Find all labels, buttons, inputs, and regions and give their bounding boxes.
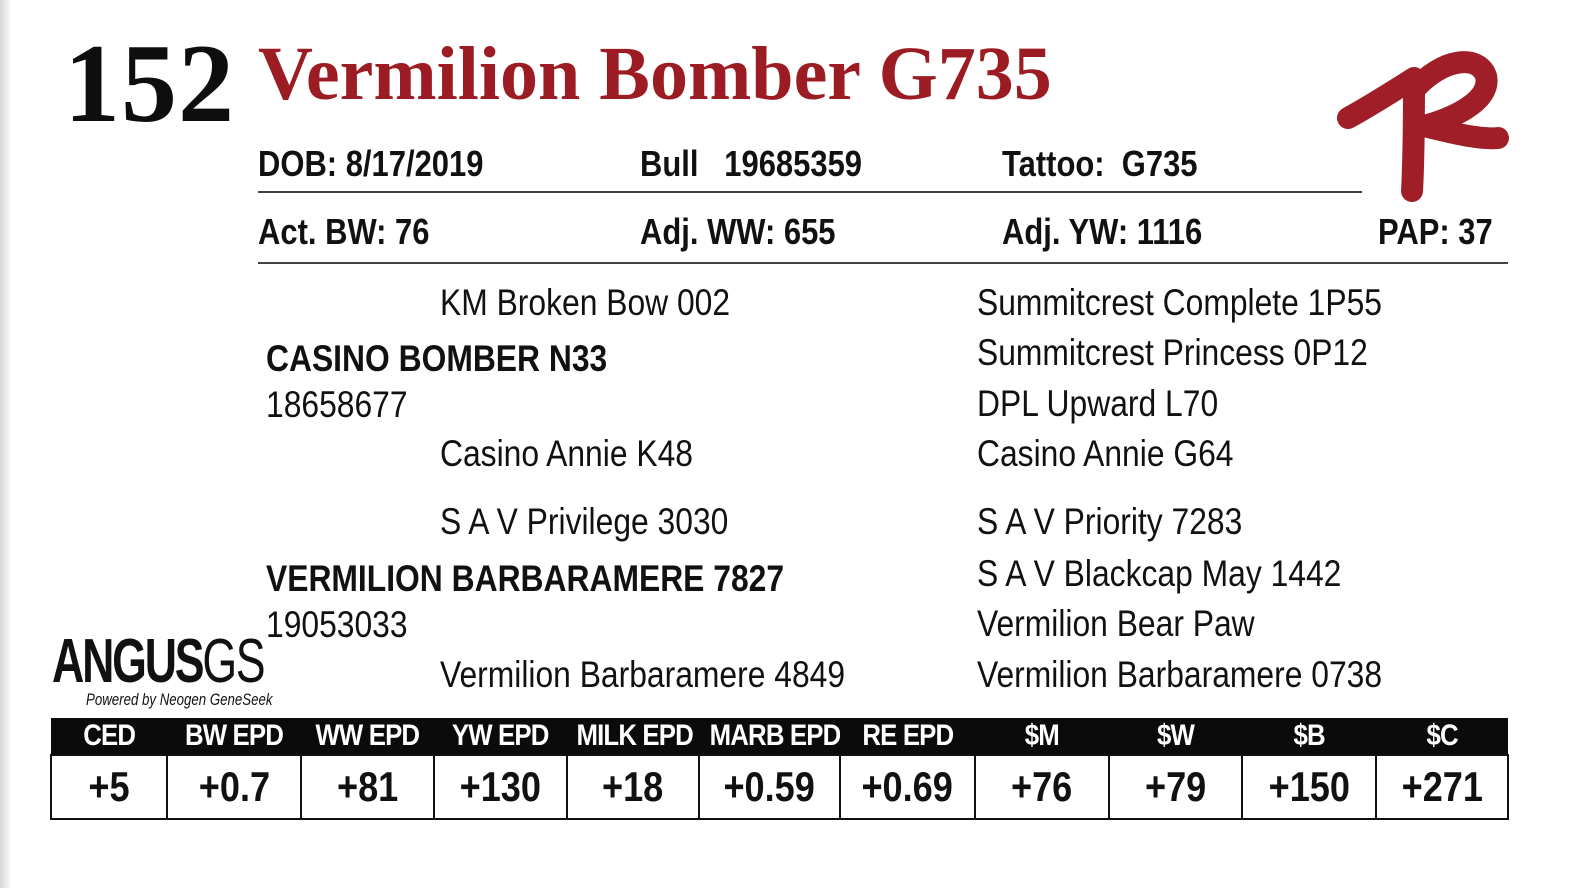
grand-ancestor: DPL Upward L70 xyxy=(977,383,1219,424)
dam-dam: Vermilion Barbaramere 4849 xyxy=(440,654,846,695)
epd-header-cell: RE EPD xyxy=(840,718,975,755)
info-divider-bottom xyxy=(258,262,1508,264)
dam-registration: 19053033 xyxy=(266,604,408,645)
grand-ancestor: S A V Blackcap May 1442 xyxy=(977,553,1342,594)
grand-ancestor: Vermilion Barbaramere 0738 xyxy=(977,654,1383,695)
epd-header-cell: $C xyxy=(1376,718,1508,755)
epd-value-cell: +0.69 xyxy=(840,755,975,819)
sire-name: CASINO BOMBER N33 xyxy=(266,338,608,379)
epd-header-cell: $B xyxy=(1242,718,1376,755)
grand-ancestor: Vermilion Bear Paw xyxy=(977,603,1255,644)
epd-value-row xyxy=(51,755,1508,819)
sire-registration: 18658677 xyxy=(266,384,408,425)
epd-header-cell: CED xyxy=(51,718,167,755)
lot-number: 152 xyxy=(64,22,235,146)
pap-score: PAP: 37 xyxy=(1378,211,1493,252)
page-edge-shadow xyxy=(0,0,12,888)
adjusted-weaning-weight: Adj. WW: 655 xyxy=(640,211,836,252)
epd-header-cell: $W xyxy=(1109,718,1242,755)
logo-tagline: Powered by Neogen GeneSeek xyxy=(86,690,273,709)
epd-table xyxy=(50,718,1509,820)
grand-ancestor: Summitcrest Complete 1P55 xyxy=(977,282,1382,323)
epd-header-cell: $M xyxy=(975,718,1109,755)
epd-value-cell: +79 xyxy=(1109,755,1242,819)
animal-name: Vermilion Bomber G735 xyxy=(258,32,1052,116)
epd-value-cell: +81 xyxy=(301,755,434,819)
info-divider-top xyxy=(258,191,1362,193)
tattoo-label: Tattoo: G735 xyxy=(1002,143,1198,184)
epd-header-cell: MARB EPD xyxy=(699,718,840,755)
brand-mark-icon xyxy=(1330,36,1520,206)
dam-sire: S A V Privilege 3030 xyxy=(440,501,729,542)
epd-value-cell: +5 xyxy=(51,755,167,819)
dam-name: VERMILION BARBARAMERE 7827 xyxy=(266,558,785,599)
adjusted-yearling-weight: Adj. YW: 1116 xyxy=(1002,211,1203,252)
epd-header-row xyxy=(51,718,1508,755)
logo-gs: GS xyxy=(202,627,265,696)
sire-dam: Casino Annie K48 xyxy=(440,433,693,474)
epd-value-cell: +150 xyxy=(1242,755,1376,819)
sire-sire: KM Broken Bow 002 xyxy=(440,282,731,323)
grand-ancestor: S A V Priority 7283 xyxy=(977,501,1243,542)
epd-header-cell: YW EPD xyxy=(434,718,567,755)
epd-value-cell: +0.59 xyxy=(699,755,840,819)
epd-value-cell: +0.7 xyxy=(167,755,301,819)
epd-value-cell: +271 xyxy=(1376,755,1508,819)
dob-label: DOB: 8/17/2019 xyxy=(258,143,484,184)
grand-ancestor: Summitcrest Princess 0P12 xyxy=(977,332,1368,373)
epd-value-cell: +130 xyxy=(434,755,567,819)
epd-header-cell: BW EPD xyxy=(167,718,301,755)
logo-wordmark xyxy=(52,627,265,696)
grand-ancestor: Casino Annie G64 xyxy=(977,433,1234,474)
epd-header-cell: MILK EPD xyxy=(567,718,699,755)
epd-value-cell: +76 xyxy=(975,755,1109,819)
epd-value-cell: +18 xyxy=(567,755,699,819)
epd-header-cell: WW EPD xyxy=(301,718,434,755)
logo-angus: ANGUS xyxy=(52,627,203,696)
sex-registration-label: Bull 19685359 xyxy=(640,143,863,184)
actual-birth-weight: Act. BW: 76 xyxy=(258,211,430,252)
angus-gs-logo xyxy=(52,627,273,714)
